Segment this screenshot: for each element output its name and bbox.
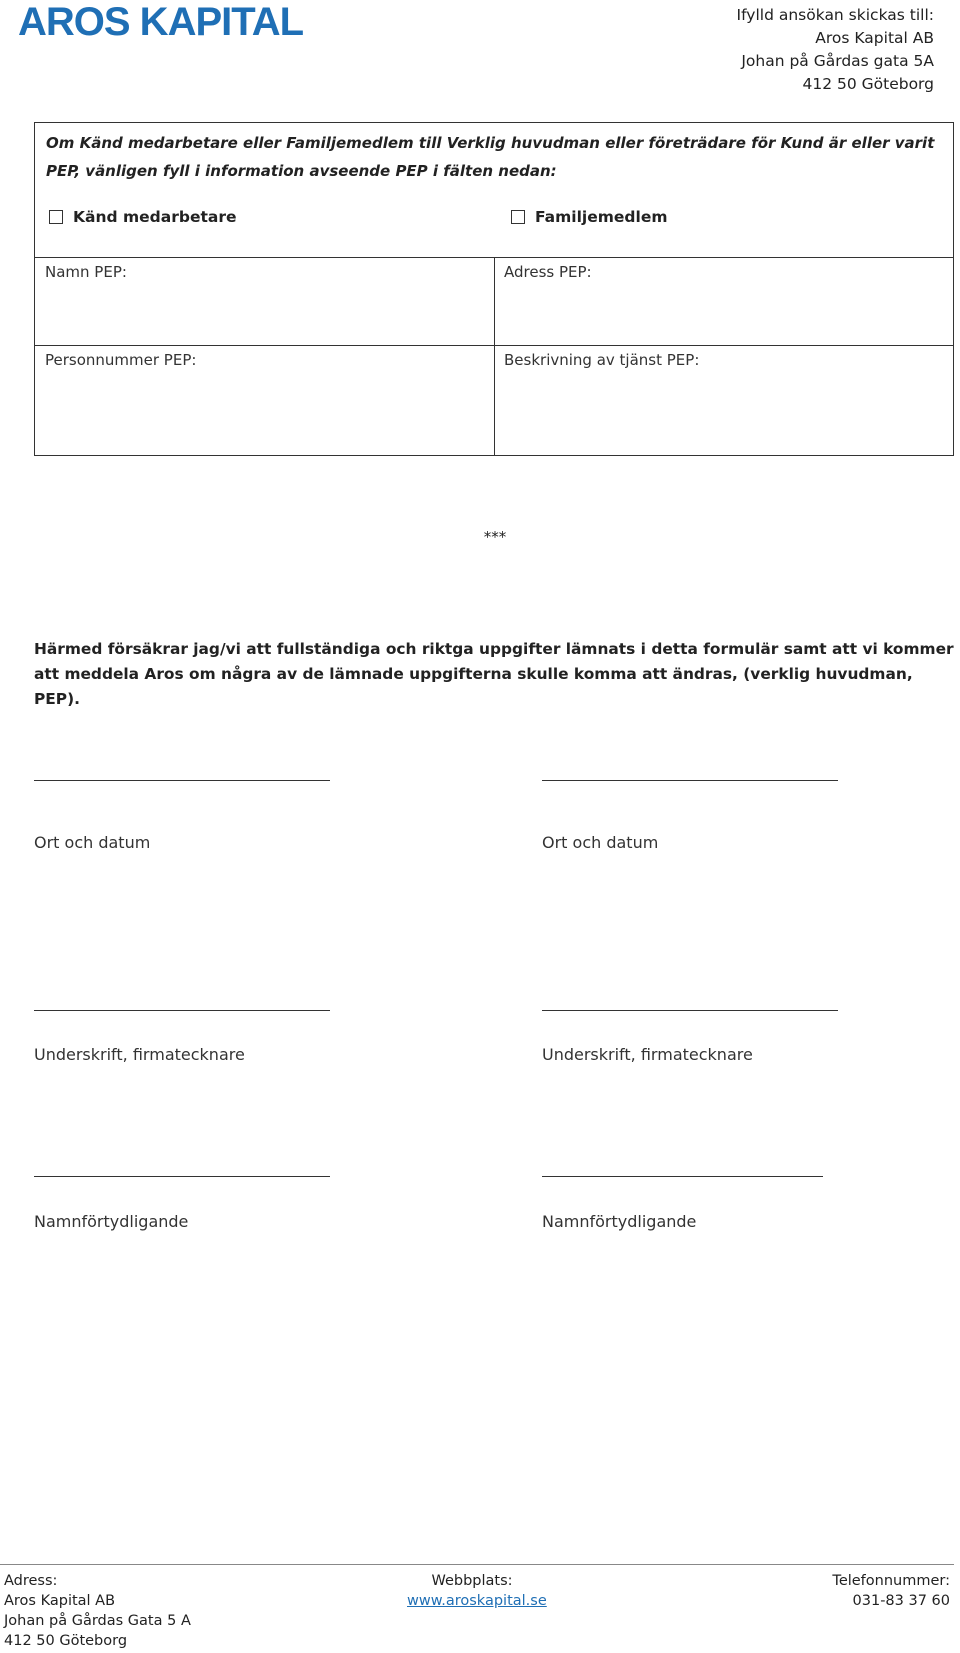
family-member-option[interactable] (511, 208, 667, 226)
checkbox-icon[interactable] (511, 210, 525, 224)
place-date-line-1[interactable] (34, 780, 330, 781)
footer-phone-number: 031-83 37 60 (852, 1593, 950, 1609)
pep-info-box (34, 122, 954, 456)
pep-personnummer-label: Personnummer PEP: (45, 351, 197, 369)
send-to-street: Johan på Gårdas gata 5A (741, 52, 934, 70)
known-associate-option[interactable] (49, 208, 237, 226)
footer-phone (832, 1571, 950, 1611)
divider (494, 257, 495, 455)
pep-role-field[interactable] (504, 351, 699, 369)
name-clarification-line-1[interactable] (34, 1176, 330, 1177)
send-to-title: Ifylld ansökan skickas till: (736, 6, 934, 24)
footer-website (407, 1571, 547, 1611)
declaration-text: Härmed försäkrar jag/vi att fullständiga och riktga uppgifter lämnats i detta formulär samt att vi kommer att meddela Aros om några av de lämnade uppgifterna skulle komma att ändras, (verklig huvudman, PEP). (34, 640, 954, 708)
section-separator: *** (483, 528, 507, 546)
place-date-label-1: Ort och datum (34, 833, 151, 852)
signature-label-2: Underskrift, firmatecknare (542, 1045, 753, 1064)
name-clarification-label-2: Namnförtydligande (542, 1212, 697, 1231)
footer-address (4, 1571, 191, 1651)
signature-label-1: Underskrift, firmatecknare (34, 1045, 245, 1064)
signature-line-1[interactable] (34, 1010, 330, 1011)
footer-address-street: Johan på Gårdas Gata 5 A (4, 1613, 191, 1629)
pep-address-field[interactable] (504, 263, 592, 281)
footer-phone-title: Telefonnummer: (832, 1573, 950, 1589)
checkbox-icon[interactable] (49, 210, 63, 224)
send-to-company: Aros Kapital AB (815, 29, 934, 47)
footer-address-title: Adress: (4, 1573, 58, 1589)
pep-role-label: Beskrivning av tjänst PEP: (504, 351, 700, 369)
known-associate-label: Känd medarbetare (73, 208, 237, 226)
place-date-label-2: Ort och datum (542, 833, 659, 852)
pep-address-label: Adress PEP: (504, 263, 592, 281)
aros-kapital-logo: AROS KAPITAL (18, 0, 304, 44)
footer-address-city: 412 50 Göteborg (4, 1633, 128, 1649)
pep-name-label: Namn PEP: (45, 263, 127, 281)
place-date-line-2[interactable] (542, 780, 838, 781)
signature-line-2[interactable] (542, 1010, 838, 1011)
pep-intro-text: Om Känd medarbetare eller Familjemedlem till Verklig huvudman eller företrädare för Kund är eller varit PEP, vänligen fyll i information avseende PEP i fälten nedan: (46, 134, 935, 180)
name-clarification-label-1: Namnförtydligande (34, 1212, 189, 1231)
pep-name-field[interactable] (45, 263, 127, 281)
pep-personnummer-field[interactable] (45, 351, 196, 369)
footer-web-title: Webbplats: (431, 1573, 513, 1589)
family-member-label: Familjemedlem (535, 208, 668, 226)
send-to-city: 412 50 Göteborg (802, 75, 934, 93)
name-clarification-line-2[interactable] (542, 1176, 823, 1177)
send-to-address (737, 4, 934, 96)
website-link[interactable]: www.aroskapital.se (407, 1593, 547, 1609)
footer-divider (0, 1564, 954, 1565)
footer-address-company: Aros Kapital AB (4, 1593, 116, 1609)
